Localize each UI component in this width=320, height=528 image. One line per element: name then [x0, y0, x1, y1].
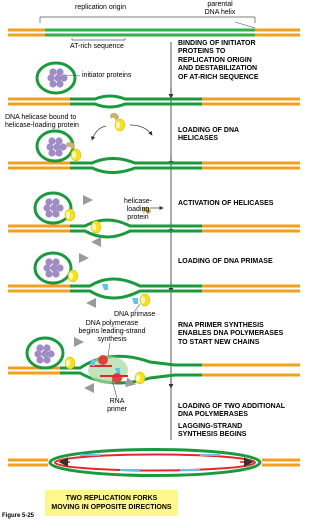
origin-bracket [40, 17, 255, 23]
result-box-line2: MOVING IN OPPOSITE DIRECTIONS [51, 504, 172, 511]
step-line: ENABLES DNA POLYMERASES [178, 330, 284, 338]
helicase-bound-label-line1: DNA helicase bound to [5, 114, 77, 121]
step-line: RNA PRIMER SYNTHESIS [178, 322, 264, 329]
step-activation-helicases [178, 200, 273, 208]
step-rna-primer-synthesis [178, 322, 283, 347]
step-line: LOADING OF DNA PRIMASE [178, 258, 273, 265]
step-line: LAGGING-STRAND [178, 422, 243, 430]
helicase-loading-label-line2: loading [126, 206, 150, 213]
step-line: TO START NEW CHAINS [178, 338, 260, 346]
helicase-loading-label-line3: protein [127, 214, 149, 221]
dna-primase-label: DNA primase [114, 311, 156, 318]
helicase-loading-label-line1: helicase- [123, 198, 152, 205]
step-loading-helicases [178, 127, 239, 144]
replication-origin-label: replication origin [75, 4, 126, 11]
initiator-proteins-label: initiator proteins [82, 72, 132, 79]
step-line: DNA POLYMERASES [178, 411, 248, 419]
dna-polymerase-label-line2: begins leading-strand [78, 328, 146, 335]
step-loading-polymerases [178, 403, 285, 440]
parental-pointer [235, 22, 255, 28]
two-forks-row [8, 450, 300, 476]
step-line: BINDING OF INITIATOR [178, 40, 256, 47]
step-line: PROTEINS TO [178, 48, 226, 56]
step-binding-initiators [178, 40, 259, 82]
at-rich-bracket [72, 38, 125, 40]
result-box [45, 490, 178, 516]
step-line: OF AT-RICH SEQUENCE [178, 73, 259, 81]
rna-primer-label-line1: RNA [109, 398, 125, 405]
step-line: AND DESTABILIZATION [178, 65, 258, 73]
parental-dna-row [8, 30, 300, 35]
result-box-line1: TWO REPLICATION FORKS [65, 495, 158, 502]
step-loading-primase [178, 258, 273, 266]
dna-polymerase-label-line1: DNA polymerase [85, 320, 139, 327]
step-line: HELICASES [178, 135, 219, 143]
helicase-bound-label-line2: helicase-loading protein [5, 122, 79, 129]
step-line: SYNTHESIS BEGINS [178, 431, 247, 439]
parental-helix-label-line2: DNA helix [204, 9, 236, 16]
dna-polymerase-label-line3: synthesis [97, 336, 127, 343]
at-rich-label: AT-rich sequence [70, 43, 124, 50]
step-line: LOADING OF DNA [178, 127, 240, 134]
step-line: LOADING OF TWO ADDITIONAL [178, 403, 286, 410]
step-line: ACTIVATION OF HELICASES [178, 200, 274, 207]
rna-primer-label-line2: primer [107, 406, 127, 413]
parental-helix-label-line1: parental [207, 1, 233, 8]
figure-label: Figure 5-25 [2, 513, 35, 519]
step-line: REPLICATION ORIGIN [178, 56, 252, 64]
